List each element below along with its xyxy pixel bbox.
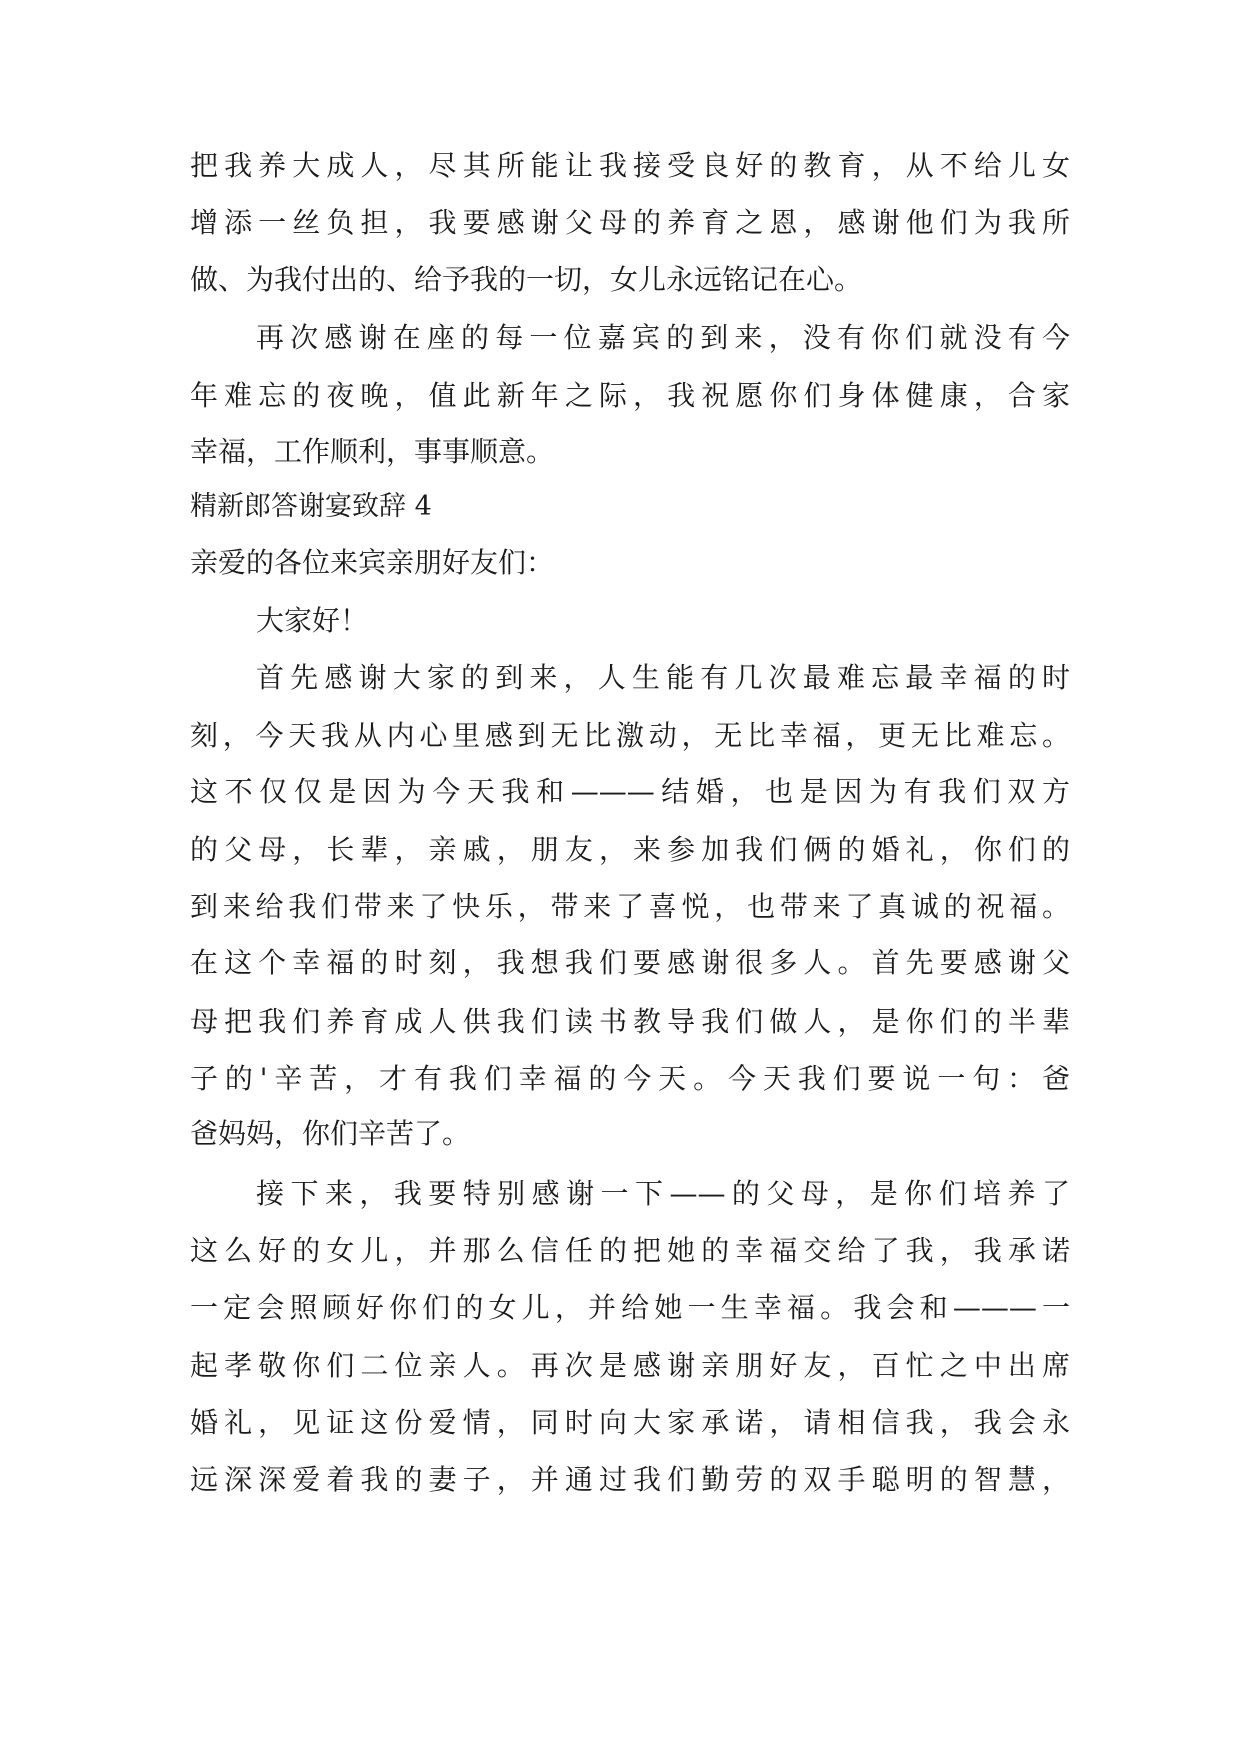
paragraph-line: 的父母，长辈，亲戚，朋友，来参加我们俩的婚礼，你们的 bbox=[190, 833, 1070, 866]
paragraph-line: 母把我们养育成人供我们读书教导我们做人，是你们的半辈 bbox=[190, 1005, 1070, 1038]
paragraph-line: 首先感谢大家的到来，人生能有几次最难忘最幸福的时 bbox=[256, 661, 1070, 694]
salutation: 亲爱的各位来宾亲朋好友们： bbox=[190, 546, 555, 579]
paragraph-line: 婚礼，见证这份爱情，同时向大家承诺，请相信我，我会永 bbox=[190, 1406, 1070, 1439]
paragraph-line: 子的'辛苦，才有我们幸福的今天。今天我们要说一句：爸 bbox=[190, 1062, 1070, 1095]
paragraph-line: 增添一丝负担，我要感谢父母的养育之恩，感谢他们为我所 bbox=[190, 206, 1070, 239]
paragraph-line: 远深深爱着我的妻子，并通过我们勤劳的双手聪明的智慧， bbox=[190, 1463, 1070, 1496]
paragraph-line: 做、为我付出的、给予我的一切，女儿永远铭记在心。 bbox=[190, 263, 863, 296]
paragraph-line: 这么好的女儿，并那么信任的把她的幸福交给了我，我承诺 bbox=[190, 1234, 1070, 1267]
paragraph-line: 起孝敬你们二位亲人。再次是感谢亲朋好友，百忙之中出席 bbox=[190, 1349, 1070, 1382]
paragraph-line: 一定会照顾好你们的女儿，并给她一生幸福。我会和———一 bbox=[190, 1291, 1070, 1324]
paragraph-line: 幸福，工作顺利，事事顺意。 bbox=[190, 435, 555, 468]
paragraph-line: 到来给我们带来了快乐，带来了喜悦，也带来了真诚的祝福。 bbox=[190, 890, 1070, 923]
greeting: 大家好！ bbox=[256, 604, 369, 637]
section-heading: 精新郎答谢宴致辞 4 bbox=[190, 491, 432, 522]
paragraph-line: 这不仅仅是因为今天我和———结婚，也是因为有我们双方 bbox=[190, 775, 1070, 808]
paragraph-line: 年难忘的夜晚，值此新年之际，我祝愿你们身体健康，合家 bbox=[190, 379, 1070, 412]
paragraph-line: 爸妈妈，你们辛苦了。 bbox=[190, 1117, 471, 1150]
paragraph-line: 接下来，我要特别感谢一下——的父母，是你们培养了 bbox=[256, 1177, 1070, 1210]
paragraph-line: 把我养大成人，尽其所能让我接受良好的教育，从不给儿女 bbox=[190, 149, 1070, 182]
paragraph-line: 刻，今天我从内心里感到无比激动，无比幸福，更无比难忘。 bbox=[190, 719, 1070, 752]
paragraph-line: 再次感谢在座的每一位嘉宾的到来，没有你们就没有今 bbox=[256, 321, 1070, 354]
paragraph-line: 在这个幸福的时刻，我想我们要感谢很多人。首先要感谢父 bbox=[190, 946, 1070, 979]
